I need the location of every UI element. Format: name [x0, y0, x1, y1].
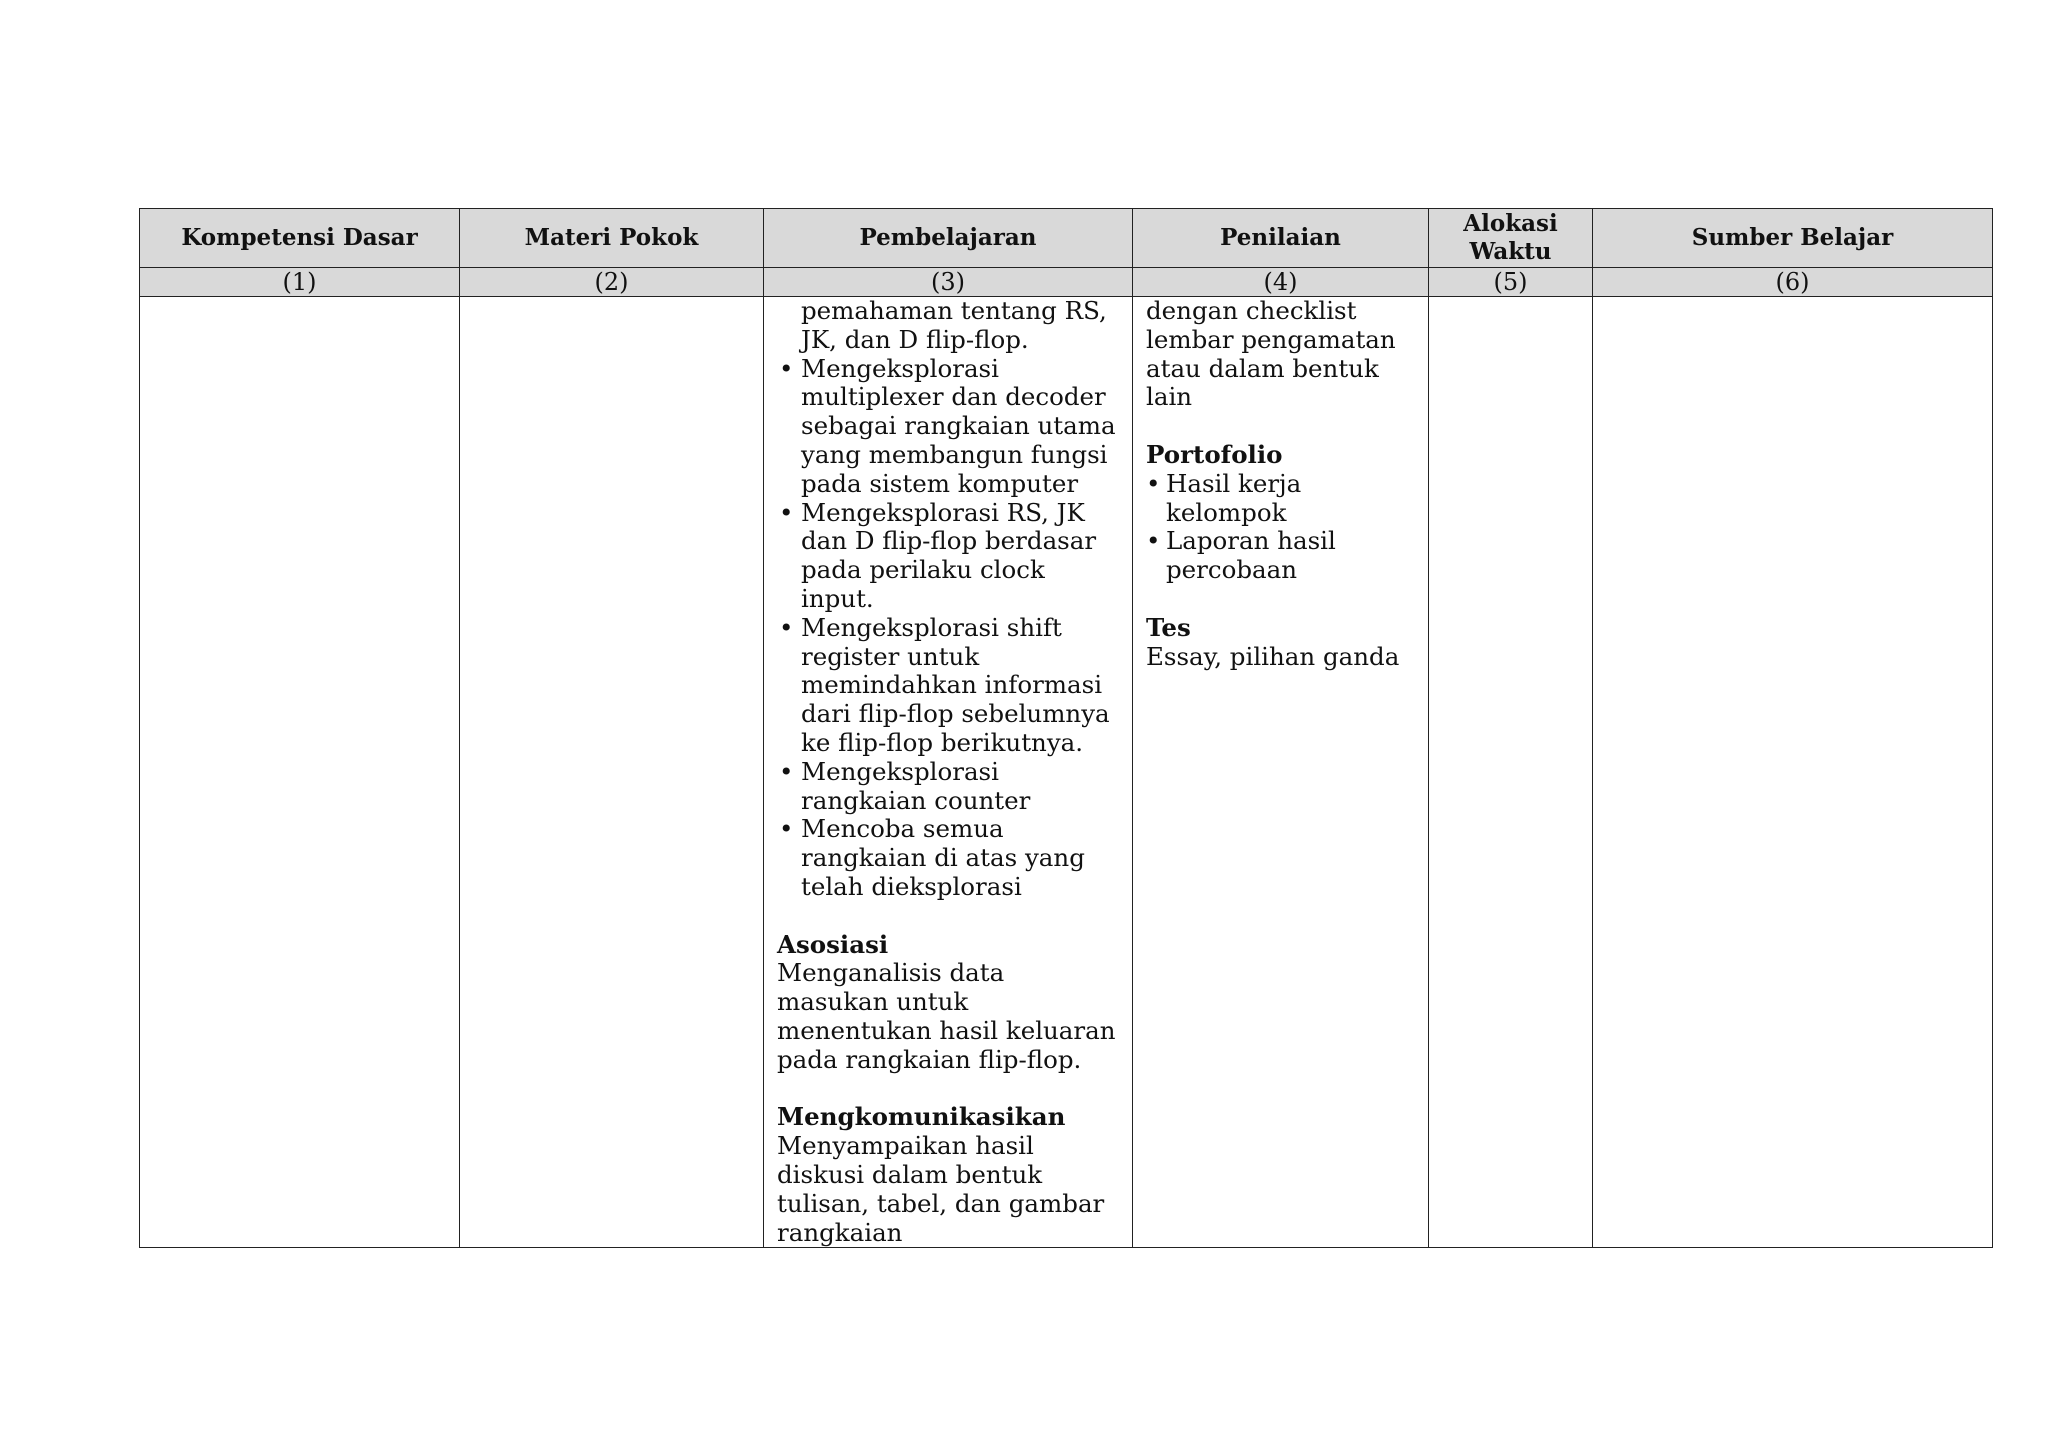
- header-row: [140, 209, 1993, 268]
- header-materi-pokok: Materi Pokok: [460, 209, 764, 268]
- content-row: [140, 297, 1993, 1248]
- tes-heading: Tes: [1146, 612, 1191, 642]
- header-kompetensi-dasar: Kompetensi Dasar: [140, 209, 460, 268]
- cell-penilaian: [1133, 297, 1429, 1248]
- header-penilaian: Penilaian: [1133, 209, 1429, 268]
- cell-alokasi-waktu: [1429, 297, 1593, 1248]
- column-number-4: (4): [1133, 268, 1429, 297]
- list-item: • Mengeksplorasi RS, JK dan D flip-flop berdasar pada perilaku clock input.: [777, 499, 1120, 614]
- header-sumber-belajar: Sumber Belajar: [1593, 209, 1993, 268]
- asosiasi-text: Menganalisis data masukan untuk menentukan hasil keluaran pada rangkaian flip-flop.: [777, 958, 1116, 1074]
- column-number-2: (2): [460, 268, 764, 297]
- list-item: • Hasil kerja kelompok: [1146, 470, 1416, 528]
- header-pembelajaran: Pembelajaran: [764, 209, 1133, 268]
- cell-pembelajaran: [764, 297, 1133, 1248]
- asosiasi-heading: Asosiasi: [777, 929, 889, 959]
- portofolio-list: [1146, 470, 1416, 585]
- cell-kompetensi-dasar: [140, 297, 460, 1248]
- column-number-3: (3): [764, 268, 1133, 297]
- column-number-1: (1): [140, 268, 460, 297]
- list-item: • Laporan hasil percobaan: [1146, 527, 1416, 585]
- pembelajaran-bullet-list: [777, 355, 1120, 902]
- list-item: • Mengeksplorasi multiplexer dan decoder sebagai rangkaian utama yang membangun fungsi pada sistem komputer: [777, 355, 1120, 499]
- mengkomunikasikan-heading: Mengkomunikasikan: [777, 1102, 1066, 1132]
- cell-materi-pokok: [460, 297, 764, 1248]
- list-item: • Mengeksplorasi rangkaian counter: [777, 758, 1120, 816]
- list-item: • Mengeksplorasi shift register untuk memindahkan informasi dari flip-flop sebelumnya ke flip-flop berikutnya.: [777, 614, 1120, 758]
- column-number-6: (6): [1593, 268, 1993, 297]
- tes-text: Essay, pilihan ganda: [1146, 641, 1400, 671]
- column-number-5: (5): [1429, 268, 1593, 297]
- header-alokasi-waktu: Alokasi Waktu: [1429, 209, 1593, 268]
- syllabus-table: [139, 208, 1993, 1248]
- portofolio-heading: Portofolio: [1146, 439, 1283, 469]
- list-item: • Mencoba semua rangkaian di atas yang telah dieksplorasi: [777, 815, 1120, 901]
- pembelajaran-continued-text: pemahaman tentang RS, JK, dan D flip-flop.: [801, 297, 1107, 354]
- cell-sumber-belajar: [1593, 297, 1993, 1248]
- mengkomunikasikan-text: Menyampaikan hasil diskusi dalam bentuk tulisan, tabel, dan gambar rangkaian: [777, 1131, 1105, 1247]
- penilaian-continued-text: dengan checklist lembar pengamatan atau dalam bentuk lain: [1146, 297, 1396, 412]
- number-row: [140, 268, 1993, 297]
